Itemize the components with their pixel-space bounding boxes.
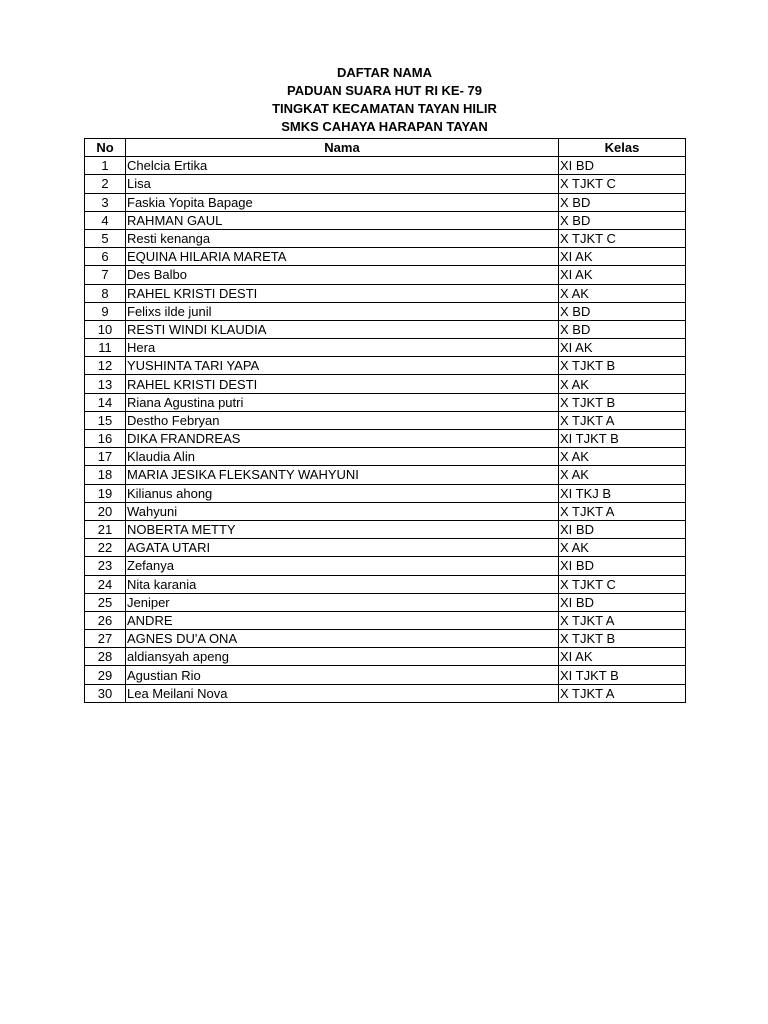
class-cell: X AK	[559, 539, 686, 557]
table-row	[85, 357, 686, 375]
class-cell: X AK	[559, 284, 686, 302]
class-cell: X TJKT A	[559, 502, 686, 520]
row-number-cell: 26	[85, 611, 126, 629]
class-cell: X BD	[559, 320, 686, 338]
table-row	[85, 302, 686, 320]
row-number-cell: 24	[85, 575, 126, 593]
table-row	[85, 320, 686, 338]
name-cell: Des Balbo	[126, 266, 559, 284]
class-cell: X AK	[559, 448, 686, 466]
table-row	[85, 484, 686, 502]
class-cell: XI AK	[559, 339, 686, 357]
table-row	[85, 266, 686, 284]
row-number-cell: 3	[85, 193, 126, 211]
name-cell: Felixs ilde junil	[126, 302, 559, 320]
table-row	[85, 411, 686, 429]
name-cell: Jeniper	[126, 593, 559, 611]
table-row	[85, 448, 686, 466]
row-number-cell: 30	[85, 684, 126, 702]
name-cell: Destho Febryan	[126, 411, 559, 429]
name-cell: aldiansyah apeng	[126, 648, 559, 666]
table-row	[85, 375, 686, 393]
name-cell: Agustian Rio	[126, 666, 559, 684]
row-number-cell: 18	[85, 466, 126, 484]
table-row	[85, 430, 686, 448]
name-cell: EQUINA HILARIA MARETA	[126, 248, 559, 266]
name-cell: AGNES DU'A ONA	[126, 630, 559, 648]
row-number-cell: 2	[85, 175, 126, 193]
row-number-cell: 4	[85, 211, 126, 229]
name-cell: Nita karania	[126, 575, 559, 593]
table-header-row	[85, 139, 686, 157]
title-line-4: SMKS CAHAYA HARAPAN TAYAN	[281, 119, 488, 134]
table-row	[85, 630, 686, 648]
row-number-cell: 12	[85, 357, 126, 375]
name-cell: Klaudia Alin	[126, 448, 559, 466]
name-cell: RAHMAN GAUL	[126, 211, 559, 229]
class-cell: X TJKT B	[559, 393, 686, 411]
table-row	[85, 393, 686, 411]
table-row	[85, 648, 686, 666]
name-cell: MARIA JESIKA FLEKSANTY WAHYUNI	[126, 466, 559, 484]
table-row	[85, 284, 686, 302]
header-kelas: Kelas	[559, 139, 686, 157]
class-cell: X TJKT C	[559, 575, 686, 593]
row-number-cell: 10	[85, 320, 126, 338]
name-cell: Chelcia Ertika	[126, 157, 559, 175]
table-row	[85, 175, 686, 193]
class-cell: XI TKJ B	[559, 484, 686, 502]
row-number-cell: 1	[85, 157, 126, 175]
row-number-cell: 23	[85, 557, 126, 575]
row-number-cell: 8	[85, 284, 126, 302]
name-cell: Faskia Yopita Bapage	[126, 193, 559, 211]
class-cell: X AK	[559, 466, 686, 484]
name-cell: Kilianus ahong	[126, 484, 559, 502]
name-cell: RAHEL KRISTI DESTI	[126, 284, 559, 302]
row-number-cell: 5	[85, 229, 126, 247]
row-number-cell: 27	[85, 630, 126, 648]
row-number-cell: 19	[85, 484, 126, 502]
row-number-cell: 25	[85, 593, 126, 611]
class-cell: X BD	[559, 211, 686, 229]
row-number-cell: 13	[85, 375, 126, 393]
class-cell: XI TJKT B	[559, 430, 686, 448]
class-cell: XI BD	[559, 157, 686, 175]
table-row	[85, 520, 686, 538]
name-cell: RESTI WINDI KLAUDIA	[126, 320, 559, 338]
table-row	[85, 157, 686, 175]
class-cell: X TJKT C	[559, 229, 686, 247]
name-cell: Lisa	[126, 175, 559, 193]
name-cell: ANDRE	[126, 611, 559, 629]
title-line-1: DAFTAR NAMA	[336, 65, 433, 80]
table-row	[85, 539, 686, 557]
name-cell: Lea Meilani Nova	[126, 684, 559, 702]
table-row	[85, 229, 686, 247]
table-row	[85, 211, 686, 229]
table-row	[85, 593, 686, 611]
row-number-cell: 16	[85, 430, 126, 448]
title-line-2: PADUAN SUARA HUT RI KE- 79	[286, 83, 482, 98]
header-nama: Nama	[126, 139, 559, 157]
document-title	[84, 64, 685, 136]
name-cell: Riana Agustina putri	[126, 393, 559, 411]
name-cell: Zefanya	[126, 557, 559, 575]
name-cell: Resti kenanga	[126, 229, 559, 247]
class-cell: XI BD	[559, 520, 686, 538]
table-row	[85, 611, 686, 629]
row-number-cell: 22	[85, 539, 126, 557]
table-row	[85, 339, 686, 357]
table-row	[85, 466, 686, 484]
name-cell: Wahyuni	[126, 502, 559, 520]
table-row	[85, 502, 686, 520]
class-cell: XI AK	[559, 266, 686, 284]
class-cell: X TJKT A	[559, 411, 686, 429]
title-line-3: TINGKAT KECAMATAN TAYAN HILIR	[272, 101, 497, 116]
class-cell: X BD	[559, 302, 686, 320]
class-cell: X TJKT C	[559, 175, 686, 193]
member-table	[84, 138, 686, 703]
row-number-cell: 15	[85, 411, 126, 429]
name-cell: YUSHINTA TARI YAPA	[126, 357, 559, 375]
name-cell: AGATA UTARI	[126, 539, 559, 557]
row-number-cell: 9	[85, 302, 126, 320]
class-cell: X AK	[559, 375, 686, 393]
class-cell: XI BD	[559, 557, 686, 575]
class-cell: XI AK	[559, 648, 686, 666]
class-cell: X TJKT B	[559, 357, 686, 375]
table-row	[85, 666, 686, 684]
row-number-cell: 14	[85, 393, 126, 411]
row-number-cell: 11	[85, 339, 126, 357]
row-number-cell: 6	[85, 248, 126, 266]
class-cell: XI AK	[559, 248, 686, 266]
name-cell: RAHEL KRISTI DESTI	[126, 375, 559, 393]
table-row	[85, 557, 686, 575]
class-cell: X TJKT A	[559, 684, 686, 702]
row-number-cell: 20	[85, 502, 126, 520]
class-cell: XI BD	[559, 593, 686, 611]
class-cell: XI TJKT B	[559, 666, 686, 684]
name-cell: NOBERTA METTY	[126, 520, 559, 538]
row-number-cell: 17	[85, 448, 126, 466]
row-number-cell: 21	[85, 520, 126, 538]
table-row	[85, 575, 686, 593]
class-cell: X TJKT B	[559, 630, 686, 648]
class-cell: X TJKT A	[559, 611, 686, 629]
table-body	[85, 157, 686, 703]
name-cell: DIKA FRANDREAS	[126, 430, 559, 448]
row-number-cell: 7	[85, 266, 126, 284]
row-number-cell: 28	[85, 648, 126, 666]
table-row	[85, 684, 686, 702]
table-row	[85, 193, 686, 211]
header-no: No	[85, 139, 126, 157]
table-row	[85, 248, 686, 266]
row-number-cell: 29	[85, 666, 126, 684]
class-cell: X BD	[559, 193, 686, 211]
name-cell: Hera	[126, 339, 559, 357]
